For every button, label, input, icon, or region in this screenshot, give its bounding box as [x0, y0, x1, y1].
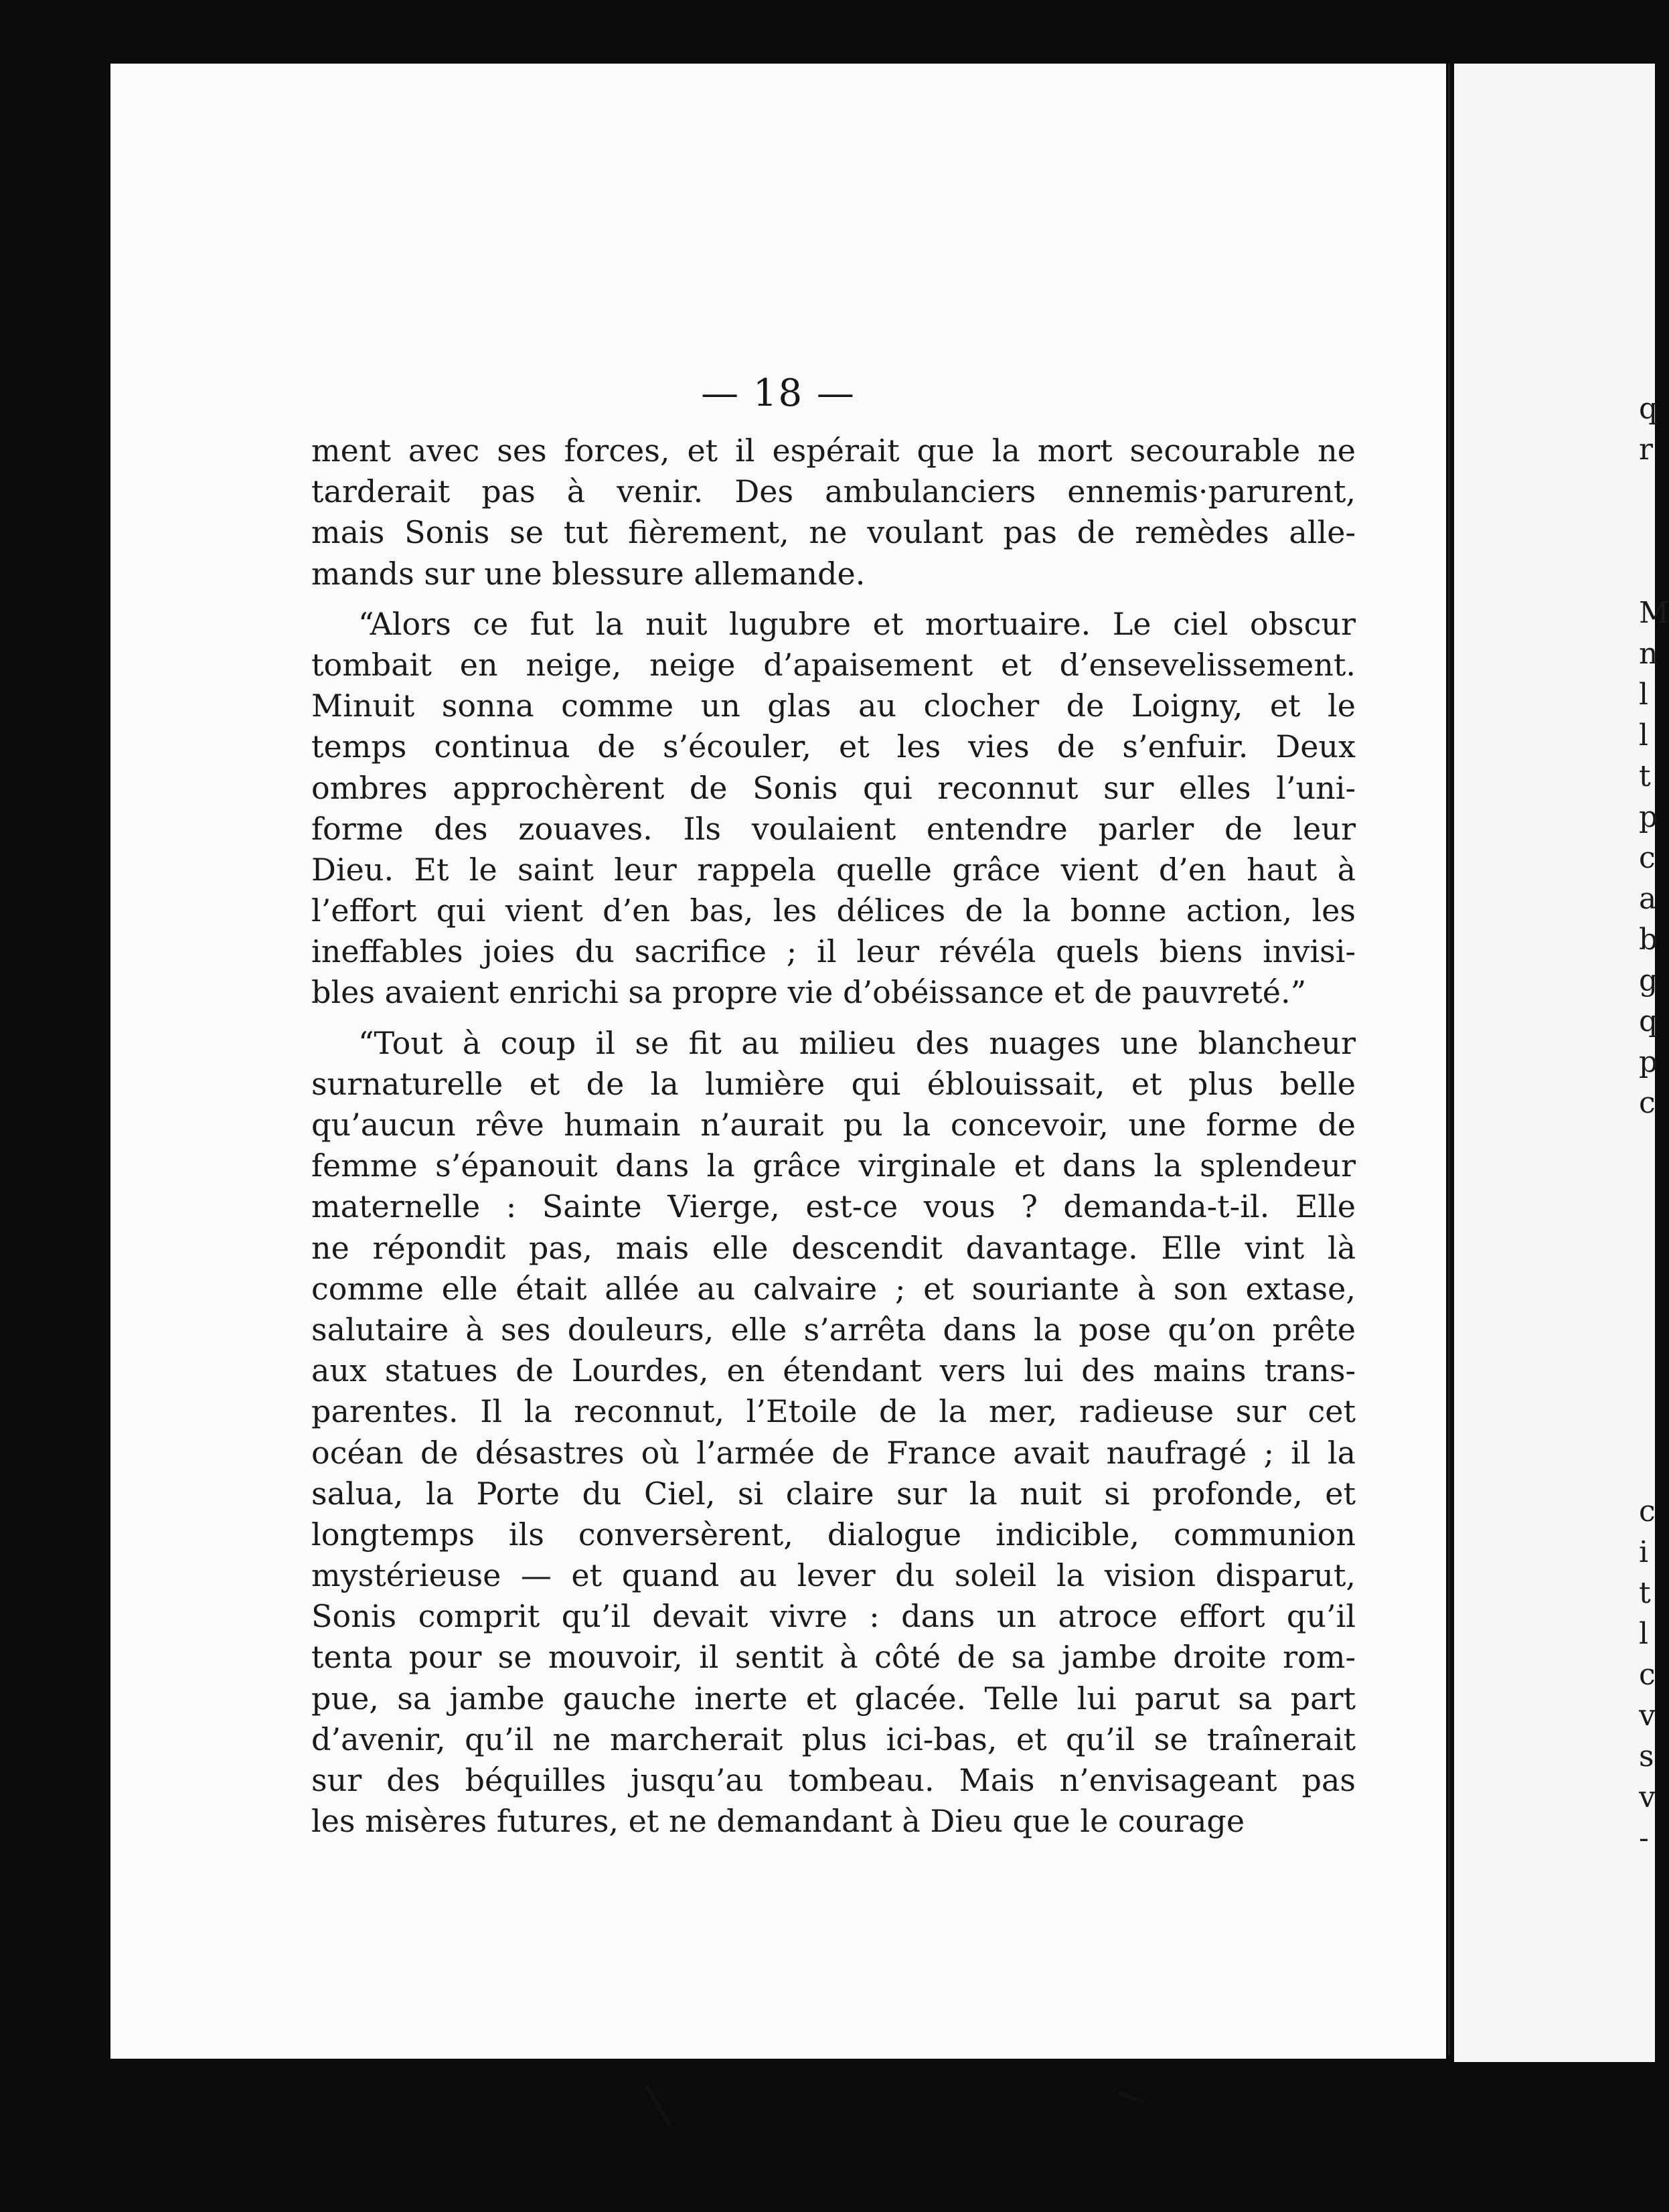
text-line: forme des zouaves. Ils voulaient entendre parler de leur [311, 810, 1356, 847]
right-page-fragment: q [1639, 392, 1658, 426]
text-line: océan de désastres où l’armée de France avait naufragé ; il la [311, 1434, 1356, 1471]
right-page-fragment [1639, 1287, 1655, 1328]
right-page-fragment [1639, 470, 1655, 511]
text-line: tombait en neige, neige d’apaisement et d’ensevelissement. [311, 646, 1356, 683]
text-line: ombres approchèrent de Sonis qui reconnut sur elles l’uni- [311, 769, 1356, 806]
right-page-fragment: - [1639, 1821, 1649, 1855]
right-page-fragment: t [1639, 1576, 1651, 1610]
text-line: Minuit sonna comme un glas au clocher de Loigny, et le [311, 688, 1356, 724]
text-line: Sonis comprit qu’il devait vivre : dans un atroce effort qu’il [311, 1598, 1356, 1635]
right-page-fragment: p [1639, 1045, 1658, 1079]
right-page-fragment: l [1639, 718, 1649, 753]
text-line: tenta pour se mouvoir, il sentit à côté de sa jambe droite rom- [311, 1639, 1356, 1676]
paragraph-gap [311, 1014, 1356, 1023]
text-line: sur des béquilles jusqu’au tombeau. Mais n’envisageant pas [311, 1762, 1356, 1798]
right-page-fragment [1639, 1409, 1655, 1450]
text-line: qu’aucun rêve humain n’aurait pu la concevoir, une forme de [311, 1107, 1356, 1143]
text-line: surnaturelle et de la lumière qui éblouissait, et plus belle [311, 1065, 1356, 1102]
right-page-fragment: c [1639, 1086, 1656, 1120]
text-line: ineffables joies du sacrifice ; il leur révéla quels biens invisi- [311, 933, 1356, 970]
scan-artifact [1118, 2091, 1145, 2104]
text-line: les misères futures, et ne demandant à Dieu que le courage [311, 1803, 1245, 1840]
right-page-fragment: r [1639, 432, 1654, 467]
right-page-fragment: t [1639, 759, 1651, 793]
right-page-fragment: l [1639, 1617, 1649, 1651]
book-page-left [110, 64, 1446, 2059]
right-page-fragment: c [1639, 1658, 1656, 1692]
right-page-fragment: v [1639, 1698, 1656, 1733]
right-page-fragment: c [1639, 841, 1656, 875]
text-line: l’effort qui vient d’en bas, les délices de la bonne action, les [311, 892, 1356, 929]
text-line: “Alors ce fut la nuit lugubre et mortuaire. Le ciel obscur [358, 605, 1356, 642]
text-line: bles avaient enrichi sa propre vie d’obéissance et de pauvreté.” [311, 974, 1307, 1011]
right-page-fragment: s [1639, 1739, 1654, 1773]
text-line: salutaire à ses douleurs, elle s’arrêta dans la pose qu’on prête [311, 1311, 1356, 1348]
right-page-fragment [1639, 1164, 1655, 1205]
right-page-fragment: g [1639, 963, 1658, 998]
paragraph-gap [311, 595, 1356, 604]
right-page-text-fragments [1639, 388, 1669, 1859]
body-text [311, 430, 1356, 1842]
right-page-fragment: q [1639, 1004, 1658, 1038]
text-line: temps continua de s’écouler, et les vies de s’enfuir. Deux [311, 728, 1356, 765]
text-line: d’avenir, qu’il ne marcherait plus ici-bas, et qu’il se traînerait [311, 1721, 1356, 1757]
text-line: pue, sa jambe gauche inerte et glacée. Telle lui parut sa part [311, 1680, 1356, 1717]
text-line: Dieu. Et le saint leur rappela quelle grâce vient d’en haut à [311, 851, 1356, 888]
text-line: longtemps ils conversèrent, dialogue indicible, communion [311, 1516, 1356, 1553]
right-page-fragment: M [1639, 596, 1669, 630]
right-page-fragment [1639, 1368, 1655, 1409]
right-page-fragment [1639, 1205, 1655, 1246]
text-line: mais Sonis se tut fièrement, ne voulant pas de remèdes alle- [311, 514, 1356, 551]
text-line: comme elle était allée au calvaire ; et souriante à son extase, [311, 1270, 1356, 1307]
right-page-fragment [1639, 511, 1655, 552]
right-page-fragment: l [1639, 678, 1649, 712]
text-line: ment avec ses forces, et il espérait que la mort secourable ne [311, 432, 1356, 469]
text-line: salua, la Porte du Ciel, si claire sur la nuit si profonde, et [311, 1475, 1356, 1512]
text-line: parentes. Il la reconnut, l’Etoile de la mer, radieuse sur cet [311, 1393, 1356, 1430]
text-line: mystérieuse — et quand au lever du soleil la vision disparut, [311, 1557, 1356, 1594]
page-gutter [1448, 64, 1450, 2055]
page-number: — 18 — [701, 372, 856, 415]
right-page-fragment [1639, 1450, 1655, 1491]
right-page-fragment [1639, 1123, 1655, 1164]
right-page-fragment [1639, 1328, 1655, 1368]
right-page-fragment: p [1639, 800, 1658, 834]
text-line: tarderait pas à venir. Des ambulanciers ennemis·parurent, [311, 473, 1356, 510]
right-page-fragment [1639, 1246, 1655, 1287]
text-line: “Tout à coup il se fit au milieu des nuages une blancheur [358, 1024, 1356, 1061]
text-line: mands sur une blessure allemande. [311, 555, 866, 592]
right-page-fragment: v [1639, 1780, 1656, 1814]
right-page-fragment: i [1639, 1535, 1649, 1569]
text-line: maternelle : Sainte Vierge, est-ce vous ? demanda-t-il. Elle [311, 1188, 1356, 1225]
text-line: femme s’épanouit dans la grâce virginale et dans la splendeur [311, 1148, 1356, 1184]
right-page-fragment [1639, 552, 1655, 592]
book-page-right [1454, 64, 1669, 2062]
scan-artifact [645, 2084, 671, 2127]
text-line: ne répondit pas, mais elle descendit davantage. Elle vint là [311, 1229, 1356, 1266]
right-page-fragment: n [1639, 637, 1658, 671]
right-page-fragment: a [1639, 882, 1657, 916]
right-page-fragment: b [1639, 923, 1658, 957]
text-line: aux statues de Lourdes, en étendant vers lui des mains trans- [311, 1352, 1356, 1389]
right-page-fragment: c [1639, 1494, 1656, 1528]
